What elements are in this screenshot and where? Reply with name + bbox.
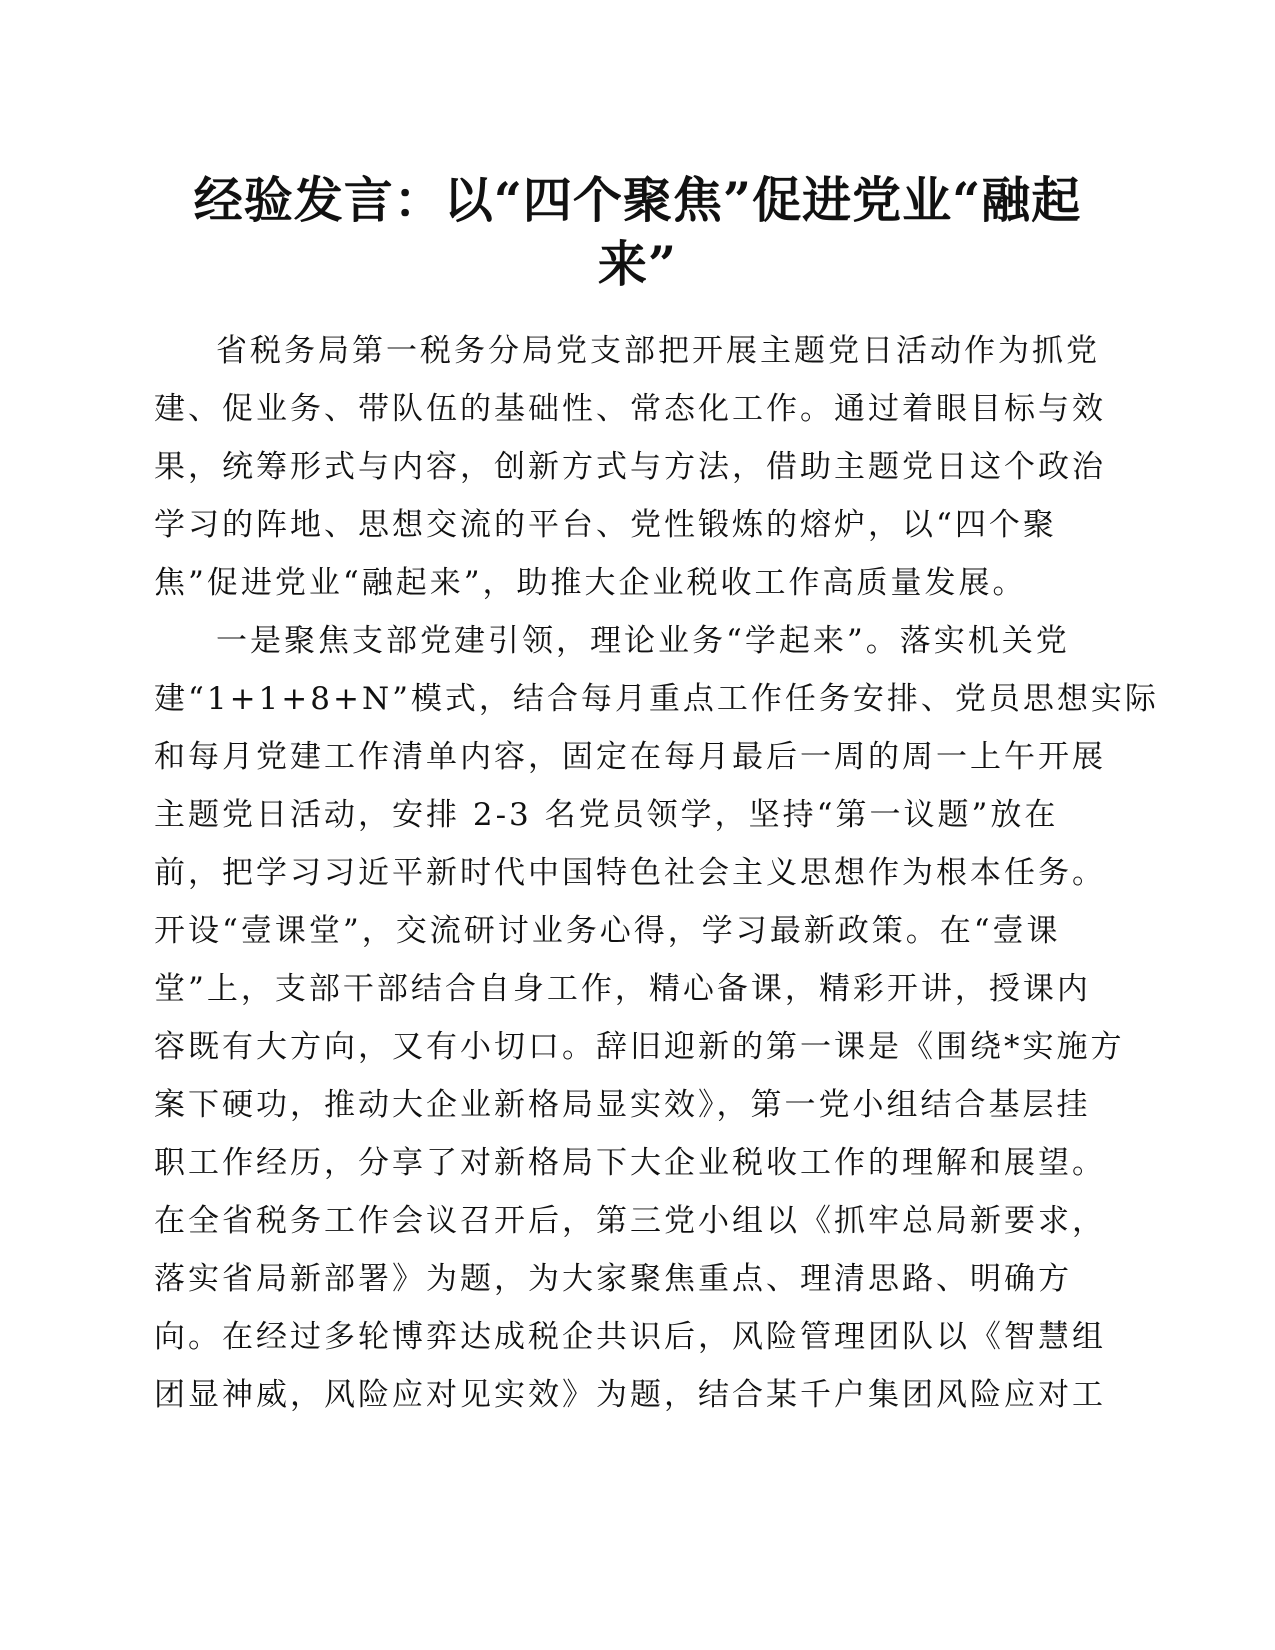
paragraph-line: 堂”上，支部干部结合自身工作，精心备课，精彩开讲，授课内	[154, 971, 1091, 1007]
document-title	[150, 168, 1125, 296]
paragraph-line: 向。在经过多轮博弈达成税企共识后，风险管理团队以《智慧组	[154, 1319, 1106, 1355]
paragraph-line: 建、促业务、带队伍的基础性、常态化工作。通过着眼目标与效	[154, 391, 1106, 427]
paragraph-line: 案下硬功，推动大企业新格局显实效》，第一党小组结合基层挂	[154, 1087, 1091, 1123]
title-line-2: 来”	[597, 235, 678, 293]
paragraph-line: 一是聚焦支部党建引领，理论业务“学起来”。落实机关党	[216, 623, 1070, 659]
paragraph-line: 职工作经历，分享了对新格局下大企业税收工作的理解和展望。	[154, 1145, 1106, 1181]
paragraph-line: 团显神威，风险应对见实效》为题，结合某千户集团风险应对工	[154, 1377, 1106, 1413]
paragraph-line: 落实省局新部署》为题，为大家聚焦重点、理清思路、明确方	[154, 1261, 1072, 1297]
paragraph-line: 焦”促进党业“融起来”，助推大企业税收工作高质量发展。	[154, 565, 1027, 601]
paragraph-line: 和每月党建工作清单内容，固定在每月最后一周的周一上午开展	[154, 739, 1106, 775]
paragraph-line: 主题党日活动，安排 2-3 名党员领学，坚持“第一议题”放在	[154, 797, 1059, 833]
paragraph-line: 开设“壹课堂”，交流研讨业务心得，学习最新政策。在“壹课	[154, 913, 1061, 949]
paragraph-line: 建“1+1+8+N”模式，结合每月重点工作任务安排、党员思想实际	[154, 681, 1159, 717]
paragraph-line: 容既有大方向，又有小切口。辞旧迎新的第一课是《围绕*实施方	[154, 1029, 1125, 1065]
paragraph-line: 在全省税务工作会议召开后，第三党小组以《抓牢总局新要求，	[154, 1203, 1106, 1239]
paragraph-line: 省税务局第一税务分局党支部把开展主题党日活动作为抓党	[216, 333, 1100, 369]
title-line-1: 经验发言：以“四个聚焦”促进党业“融起	[193, 171, 1082, 229]
paragraph-line: 学习的阵地、思想交流的平台、党性锻炼的熔炉，以“四个聚	[154, 507, 1057, 543]
paragraph-line: 前，把学习习近平新时代中国特色社会主义思想作为根本任务。	[154, 855, 1106, 891]
document-body	[154, 322, 1159, 1424]
paragraph-line: 果，统筹形式与内容，创新方式与方法，借助主题党日这个政治	[154, 449, 1106, 485]
